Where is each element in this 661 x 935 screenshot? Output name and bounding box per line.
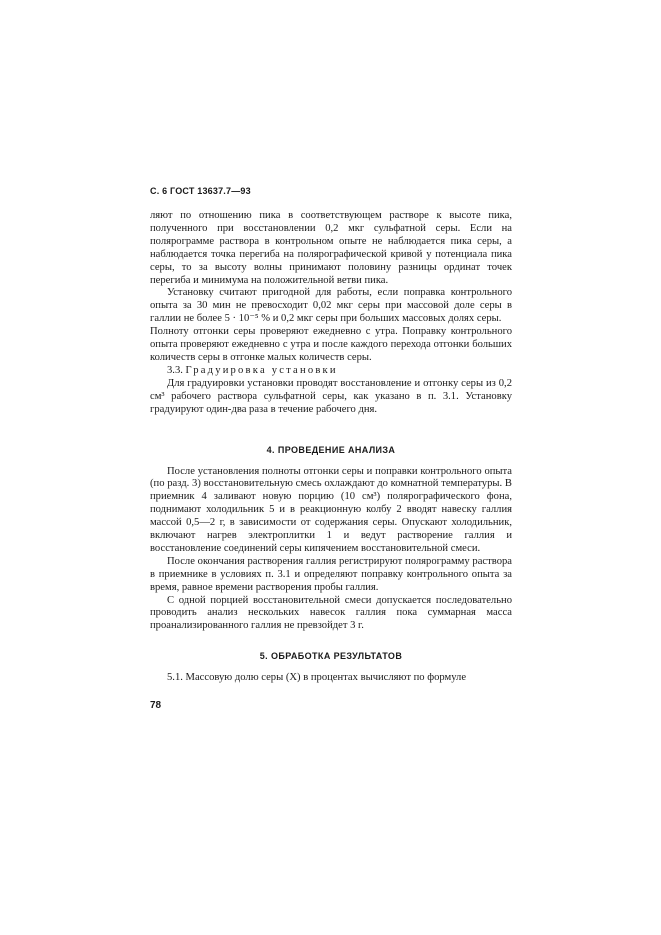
paragraph: 5.1. Массовую долю серы (X) в процентах вычисляют по формуле [167,672,467,684]
subsection-title: Градуировка установки [185,364,338,376]
paragraph: Полноту отгонки серы проверяют ежедневно с утра. Поправку контрольного опыта проверяют ежедневно с утра и после каждого перехода отгонки больших количеств серы в отгонке малых количеств серы. [150,326,512,363]
paragraph: После установления полноты отгонки серы и поправки контрольного опыта (по разд. 3) восстановительную смесь охлаждают до комнатной температуры. В приемник 4 заливают новую порцию (10 см³) полярографического фона, поднимают холодильник 5 и в реакционную колбу 2 вводят навеску галлия массой 0,5—2 г, в зависимости от содержания серы. Опускают холодильник, включают нагрев электроплитки 1 и ведут растворение галлия и восстановление соединений серы кипячением восстановительной смеси. [150,465,512,554]
page-header: С. 6 ГОСТ 13637.7—93 [150,186,251,196]
paragraph: С одной порцией восстановительной смеси допускается последовательно проводить анализ нескольких навесок галлия пока суммарная масса проанализированного галлия не превзойдет 3 г. [150,594,512,632]
paragraph: Для градуировки установки проводят восстановление и отгонку серы из 0,2 см³ рабочего раствора сульфатной серы, как указано в п. 3.1. Установку градуируют один-два раза в течение рабочего дня. [150,377,512,415]
page-number: 78 [150,700,162,712]
paragraph: ляют по отношению пика в соответствующем растворе к высоте пика, полученного при восстановлении 0,2 мкг сульфатной серы. Если на полярограмме раствора в контрольном опыте не наблюдается пика серы, а наблюдается точка перегиба на полярографической кривой у потенциала пика серы, то за высоту волны принимают половину разницы ординат точек перегиба и минимума на положительной ветви пика. [150,210,512,286]
paragraph: После окончания растворения галлия регистрируют полярограмму раствора в приемнике в условиях п. 3.1 и определяют поправку контрольного опыта за время, равное времени растворения пробы галлия. [150,555,512,593]
document-page [150,186,512,711]
subsection-number: 3.3. [167,364,183,376]
subsection-heading [150,365,512,378]
section-heading: 5. ОБРАБОТКА РЕЗУЛЬТАТОВ [259,651,403,662]
paragraph: Установку считают пригодной для работы, если поправка контрольного опыта за 30 мин не превосходит 0,02 мкг серы при массовой доле серы в галлии не более 5 · 10⁻⁵ % и 0,2 мкг серы при больших массовых долях серы. [150,287,512,325]
section-heading: 4. ПРОВЕДЕНИЕ АНАЛИЗА [266,444,396,455]
